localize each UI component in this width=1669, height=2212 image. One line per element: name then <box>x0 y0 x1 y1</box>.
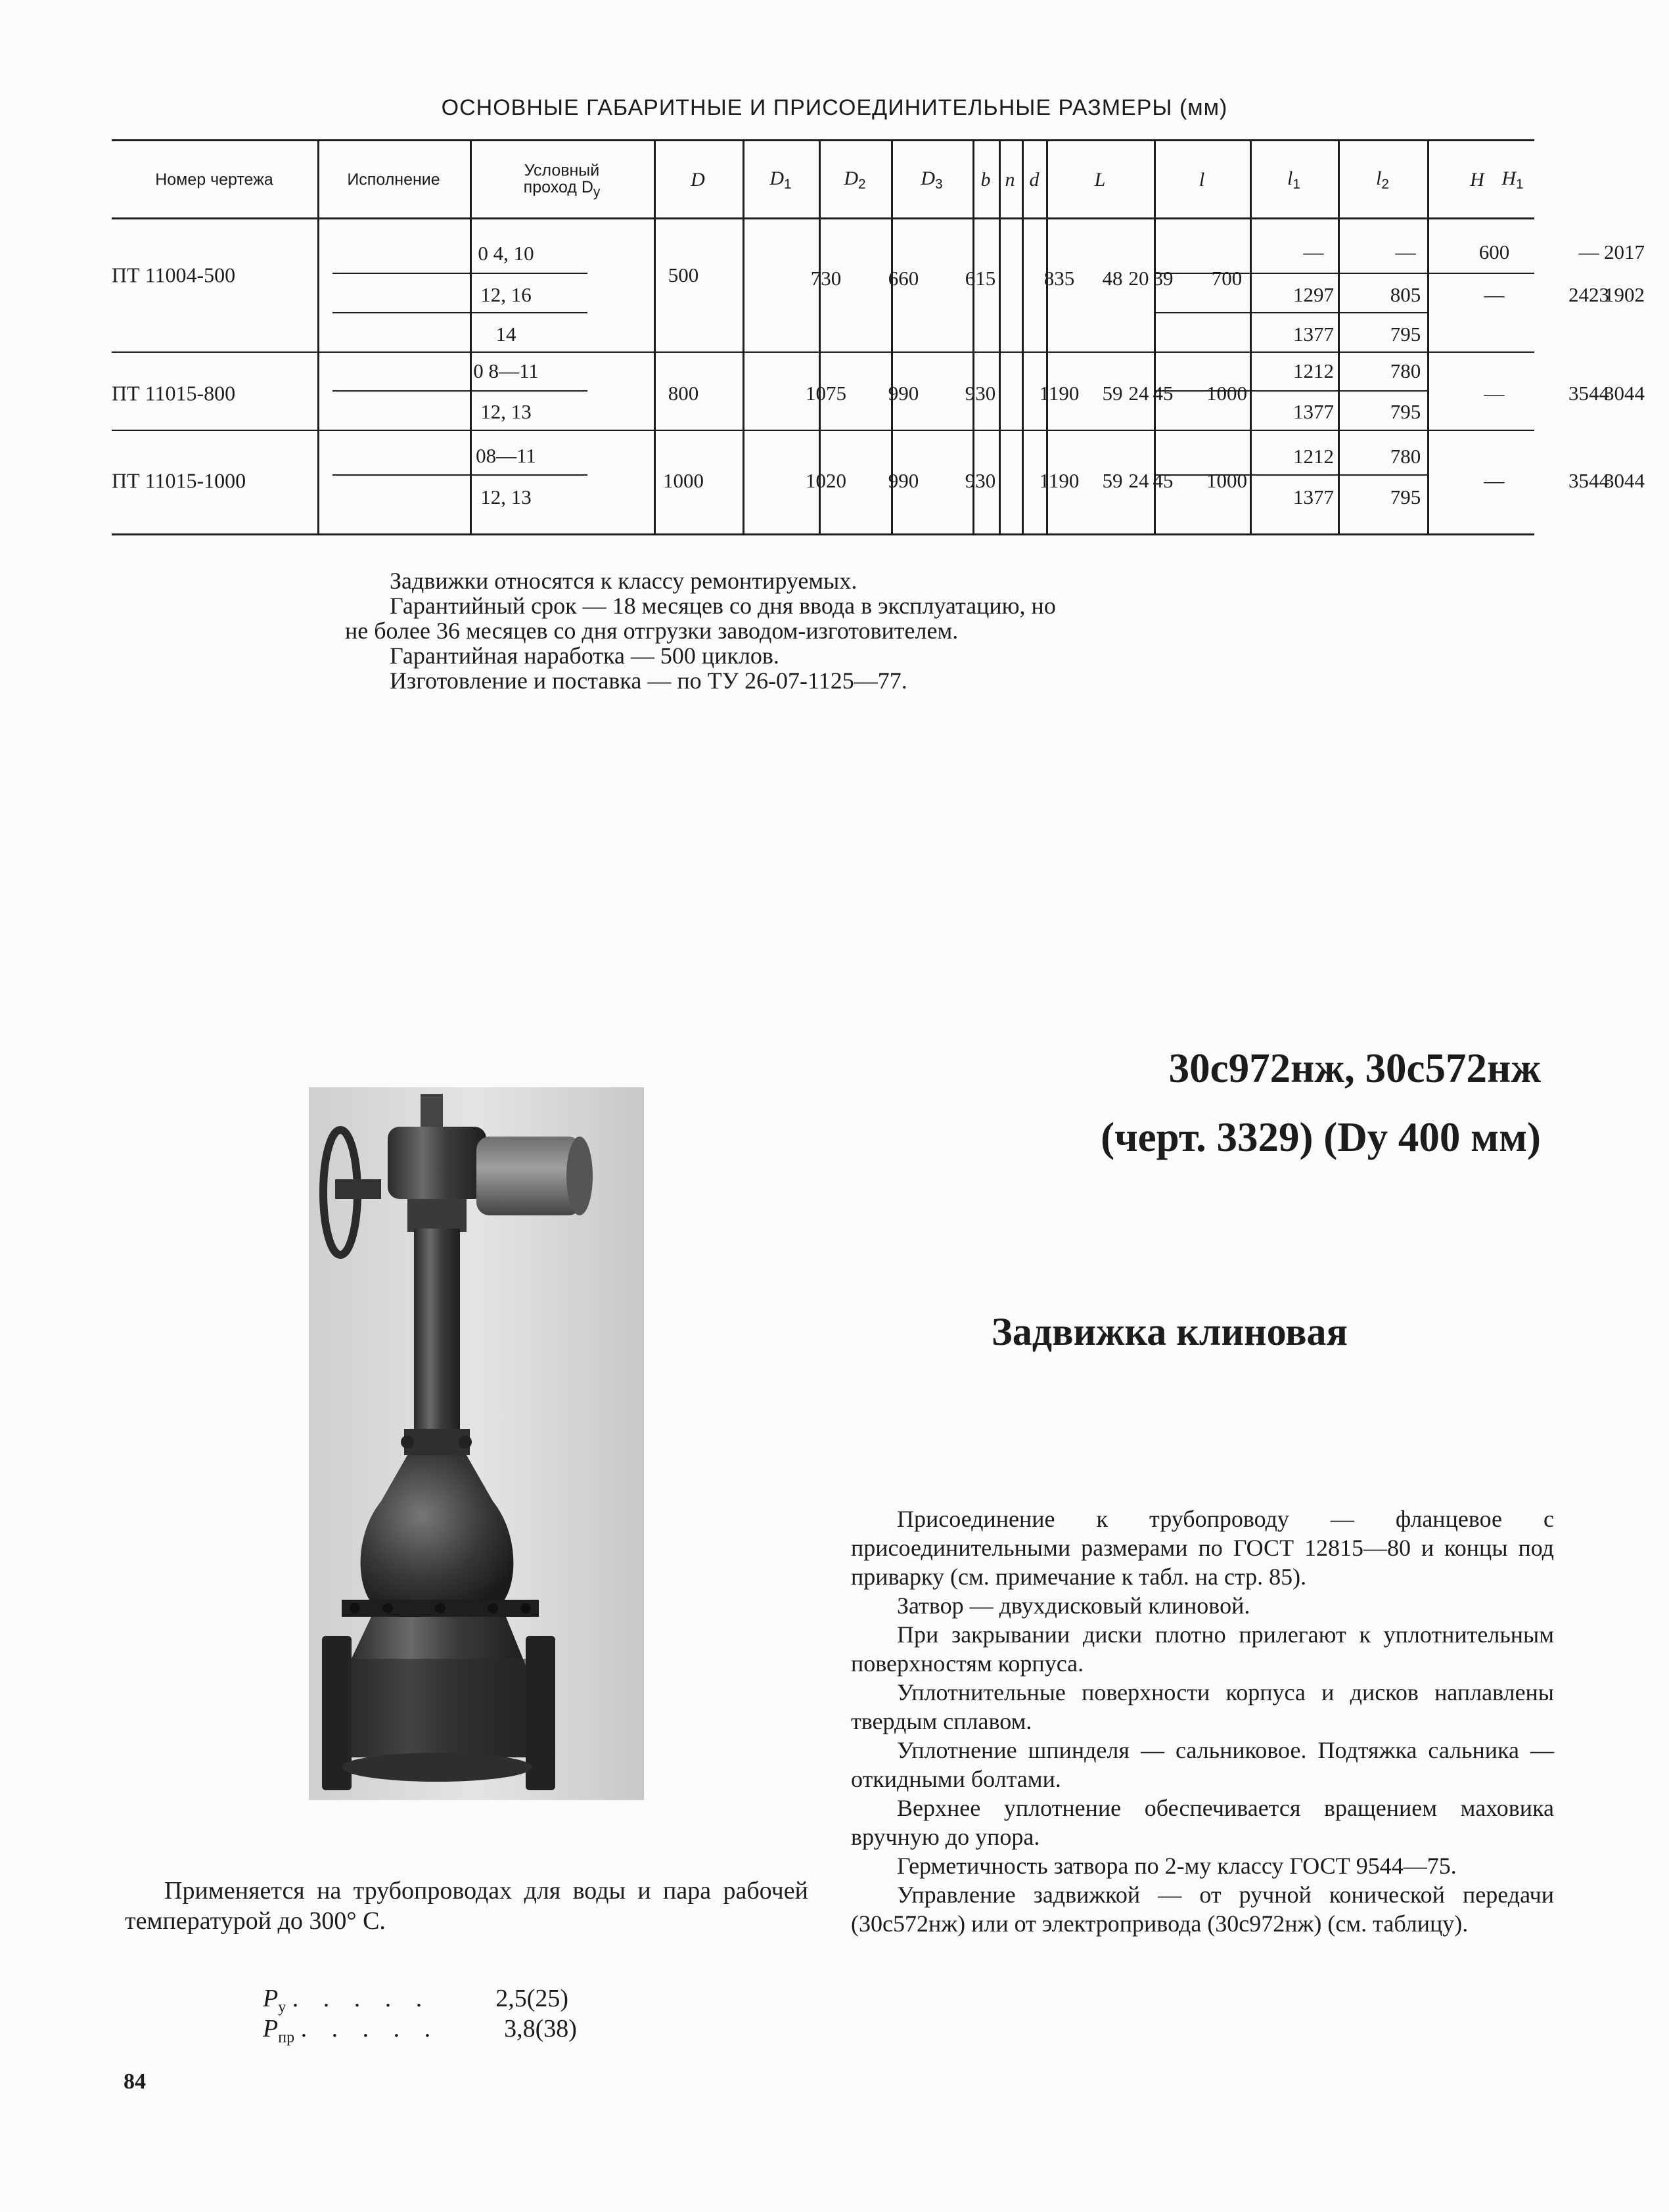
version-cell: 12, 13 <box>480 400 532 423</box>
application-text <box>125 1876 808 1936</box>
sub-rule <box>1154 474 1427 476</box>
description-paragraph: При закрывании диски плотно прилегают к уплотнительным поверхностям корпуса. <box>851 1621 1554 1677</box>
H1-cell: 3044 <box>1604 382 1645 405</box>
product-description <box>851 1504 1554 1938</box>
header-D1: $D_1$ <box>769 168 792 192</box>
table-caption: ОСНОВНЫЕ ГАБАРИТНЫЕ И ПРИСОЕДИНИТЕЛЬНЫЕ РАЗМЕРЫ (мм) <box>441 95 1228 120</box>
version-cell: 12, 13 <box>480 485 532 508</box>
table-top-rule <box>112 139 1534 141</box>
sub-rule <box>332 474 587 476</box>
sub-rule <box>332 312 587 313</box>
dimensions-table <box>112 139 1645 533</box>
group2-bottom-rule <box>112 430 1534 431</box>
description-paragraph: Верхнее уплотнение обеспечивается вращением маховика вручную до упора. <box>851 1795 1554 1850</box>
b-cell: 59 <box>1102 382 1123 405</box>
row-drawing-no: ПТ 11015-800 <box>112 381 236 405</box>
note-line: не более 36 месяцев со дня отгрузки заводом-изготовителем. <box>345 618 959 644</box>
product-name: Задвижка клиновая <box>992 1310 1348 1353</box>
drawing-reference: (черт. 3329) (Dу 400 мм) <box>1101 1114 1541 1160</box>
dy-cell: 1000 <box>663 469 704 492</box>
sub-rule <box>1427 273 1534 274</box>
l2-cell: — <box>1484 382 1505 405</box>
header-H1: $H_1$ <box>1501 168 1524 192</box>
row-drawing-no: ПТ 11004-500 <box>112 263 236 287</box>
l1-cell: 780 <box>1390 359 1421 382</box>
D1-cell: 660 <box>888 267 919 290</box>
D-cell: 1075 <box>806 382 846 405</box>
model-numbers-title: 30с972нж, 30с572нж <box>1168 1045 1541 1091</box>
header-b: b <box>980 169 991 191</box>
l2-cell: — <box>1484 469 1505 492</box>
version-cell: 12, 16 <box>480 283 532 306</box>
col-rule <box>654 139 656 533</box>
row-drawing-no: ПТ 11015-1000 <box>112 468 246 493</box>
d-cell: 45 <box>1153 382 1174 405</box>
page-number: 84 <box>124 2069 146 2094</box>
l1-cell: 795 <box>1390 400 1421 423</box>
sub-rule <box>332 273 587 274</box>
D1-cell: 990 <box>888 469 919 492</box>
L-cell: 1000 <box>1206 382 1247 405</box>
D2-cell: 930 <box>965 469 996 492</box>
header-D3: $D_3$ <box>921 168 943 192</box>
ppr-label: $P_{пр}$ <box>263 2015 295 2046</box>
col-rule <box>1427 139 1429 533</box>
L-cell: 1000 <box>1206 469 1247 492</box>
gate-valve-photo <box>309 1087 644 1800</box>
description-paragraph: Присоединение к трубопроводу — фланцевое с присоединительными размерами по ГОСТ 12815—80 и концы под приварку (см. примечание к табл. на стр. 85). <box>851 1506 1554 1590</box>
pressure-ppr-row <box>263 2014 577 2047</box>
col-rule <box>1250 139 1252 533</box>
n-cell: 24 <box>1128 382 1149 405</box>
col-rule <box>317 139 319 533</box>
D3-cell: 1190 <box>1039 382 1080 405</box>
col-rule <box>1022 139 1024 533</box>
note-line: Гарантийная наработка — 500 циклов. <box>390 643 779 669</box>
D3-cell: 835 <box>1043 267 1075 290</box>
H-cell: 3544 <box>1568 382 1609 405</box>
version-cell: 14 <box>495 323 516 346</box>
H1-cell: 1902 <box>1604 283 1645 306</box>
header-L: L <box>1094 169 1106 191</box>
l1-cell: 780 <box>1390 445 1421 468</box>
b-cell: 48 <box>1102 267 1123 290</box>
header-l: l <box>1199 169 1205 191</box>
dy-cell: 800 <box>668 382 699 405</box>
py-value: 2,5(25) <box>495 1985 569 2012</box>
l-cell: 1212 <box>1293 359 1334 382</box>
col-rule <box>1338 139 1340 533</box>
H-cell: 3544 <box>1568 469 1609 492</box>
n-cell: 20 <box>1128 267 1149 290</box>
py-dots: . . . . . <box>292 1985 432 2012</box>
D-cell: 1020 <box>806 469 846 492</box>
note-line: Задвижки относятся к классу ремонтируемых. <box>390 568 857 594</box>
header-bottom-rule <box>112 217 1534 219</box>
H1-cell: 3044 <box>1604 469 1645 492</box>
D3-cell: 1190 <box>1039 469 1080 492</box>
header-l1: $l_1$ <box>1287 168 1300 192</box>
sub-rule <box>332 390 587 392</box>
l1-cell: — <box>1395 240 1416 263</box>
description-paragraph: Герметичность затвора по 2-му классу ГОСТ 9544—75. <box>897 1853 1457 1879</box>
header-H: H <box>1470 169 1484 191</box>
sub-rule <box>1154 390 1427 392</box>
header-l2: $l_2$ <box>1376 168 1389 192</box>
l2-cell: 600 <box>1478 240 1510 263</box>
dy-cell: 500 <box>668 263 699 286</box>
version-cell: 0 8—11 <box>473 359 539 382</box>
l-cell: 1377 <box>1293 323 1334 346</box>
header-D2: $D_2$ <box>844 168 866 192</box>
H-cell: — <box>1578 240 1599 263</box>
header-D: D <box>691 169 705 191</box>
l1-cell: 795 <box>1390 323 1421 346</box>
n-cell: 24 <box>1128 469 1149 492</box>
pressure-py-row <box>263 1984 568 2017</box>
H-cell: 2423 <box>1568 283 1609 306</box>
D1-cell: 990 <box>888 382 919 405</box>
version-cell: 08—11 <box>476 444 536 467</box>
l1-cell: 805 <box>1390 283 1421 306</box>
sub-rule <box>1154 273 1427 274</box>
l-cell: 1377 <box>1293 485 1334 508</box>
header-n: n <box>1005 169 1015 191</box>
table-bottom-rule <box>112 533 1534 535</box>
header-dy-line1: Условный <box>524 161 600 180</box>
description-paragraph: Управление задвижкой — от ручной конической передачи (30с572нж) или от электропривода (30с972нж) (см. таблицу). <box>851 1882 1554 1937</box>
l-cell: — <box>1303 240 1324 263</box>
header-d: d <box>1029 169 1040 191</box>
py-label: $P_у$ <box>263 1985 286 2016</box>
col-rule <box>470 139 472 533</box>
ppr-value: 3,8(38) <box>504 2015 577 2043</box>
D2-cell: 930 <box>965 382 996 405</box>
l-cell: 1377 <box>1293 400 1334 423</box>
application-paragraph: Применяется на трубопроводах для воды и пара рабочей температурой до 300° С. <box>125 1877 808 1935</box>
header-dy-line2: проход $D_у$ <box>523 178 601 200</box>
D2-cell: 615 <box>965 267 996 290</box>
L-cell: 700 <box>1211 267 1243 290</box>
description-paragraph: Затвор — двухдисковый клиновой. <box>897 1592 1250 1619</box>
warranty-notes <box>345 568 1331 693</box>
header-drawing-no: Номер чертежа <box>155 170 273 189</box>
H1-cell: 2017 <box>1604 240 1645 263</box>
d-cell: 39 <box>1153 267 1174 290</box>
note-line: Гарантийный срок — 18 месяцев со дня ввода в эксплуатацию, но <box>390 593 1056 619</box>
col-rule <box>999 139 1001 533</box>
header-version: Исполнение <box>347 170 440 189</box>
description-paragraph: Уплотнительные поверхности корпуса и дисков наплавлены твердым сплавом. <box>851 1679 1554 1734</box>
l1-cell: 795 <box>1390 485 1421 508</box>
l2-cell: — <box>1484 283 1505 306</box>
group1-bottom-rule <box>112 351 1534 353</box>
b-cell: 59 <box>1102 469 1123 492</box>
version-cell: 0 4, 10 <box>478 242 534 265</box>
l-cell: 1212 <box>1293 445 1334 468</box>
note-line: Изготовление и поставка — по ТУ 26-07-1125—77. <box>390 667 907 694</box>
sub-rule <box>1154 312 1427 313</box>
ppr-dots: . . . . . <box>300 2015 440 2043</box>
l-cell: 1297 <box>1293 283 1334 306</box>
D-cell: 730 <box>810 267 842 290</box>
d-cell: 45 <box>1153 469 1174 492</box>
description-paragraph: Уплотнение шпинделя — сальниковое. Подтяжка сальника — откидными болтами. <box>851 1737 1554 1792</box>
col-rule <box>743 139 744 533</box>
